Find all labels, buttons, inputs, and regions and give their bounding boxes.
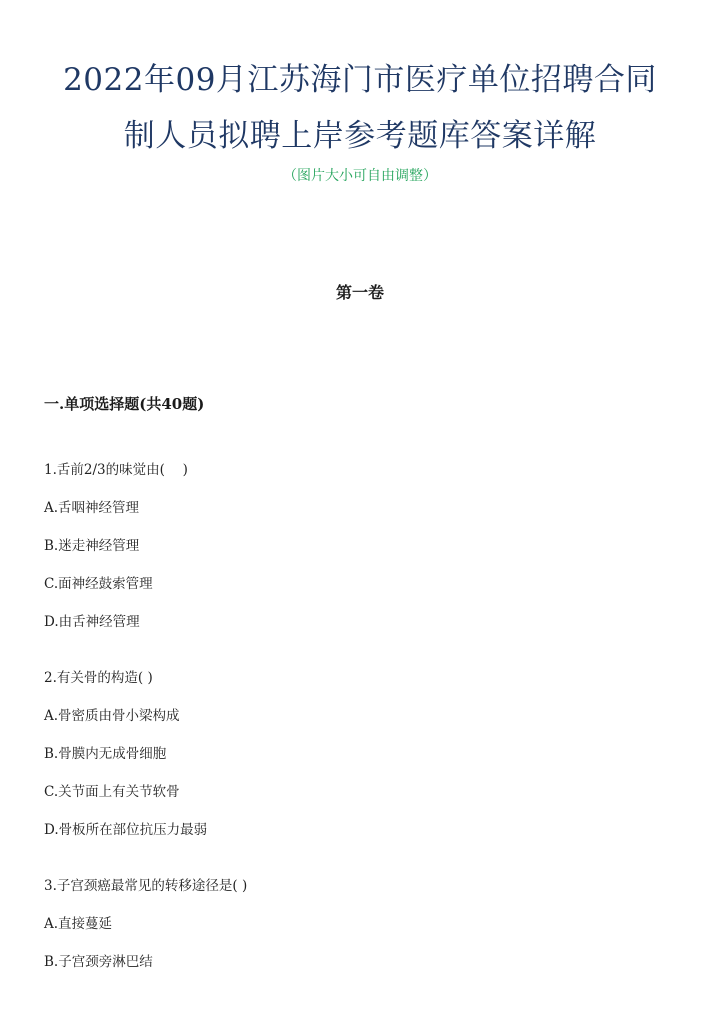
document-subtitle: （图片大小可自由调整）	[283, 168, 437, 184]
document-title-line-1: 2022年09月江苏海门市医疗单位招聘合同	[63, 62, 657, 98]
question-1-option-b: B.迷走神经管理	[44, 538, 140, 554]
question-3-option-a: A.直接蔓延	[44, 916, 113, 932]
question-1-option-d: D.由舌神经管理	[44, 614, 140, 630]
question-2-option-c: C.关节面上有关节软骨	[44, 784, 180, 800]
section-heading: 一.单项选择题(共40题)	[44, 395, 205, 413]
question-2-option-b: B.骨膜内无成骨细胞	[44, 746, 167, 762]
question-stem-2: 2.有关骨的构造( )	[44, 670, 153, 686]
question-2-option-d: D.骨板所在部位抗压力最弱	[44, 822, 208, 838]
question-2-option-a: A.骨密质由骨小梁构成	[44, 708, 180, 724]
question-1-option-c: C.面神经鼓索管理	[44, 576, 153, 592]
question-stem-1: 1.舌前2/3的味觉由( )	[44, 462, 188, 478]
document-title-line-2: 制人员拟聘上岸参考题库答案详解	[123, 118, 597, 154]
question-1-option-a: A.舌咽神经管理	[44, 500, 140, 516]
question-stem-3: 3.子宫颈癌最常见的转移途径是( )	[44, 878, 248, 894]
question-3-option-b: B.子宫颈旁淋巴结	[44, 954, 153, 970]
volume-heading: 第一卷	[335, 283, 384, 302]
